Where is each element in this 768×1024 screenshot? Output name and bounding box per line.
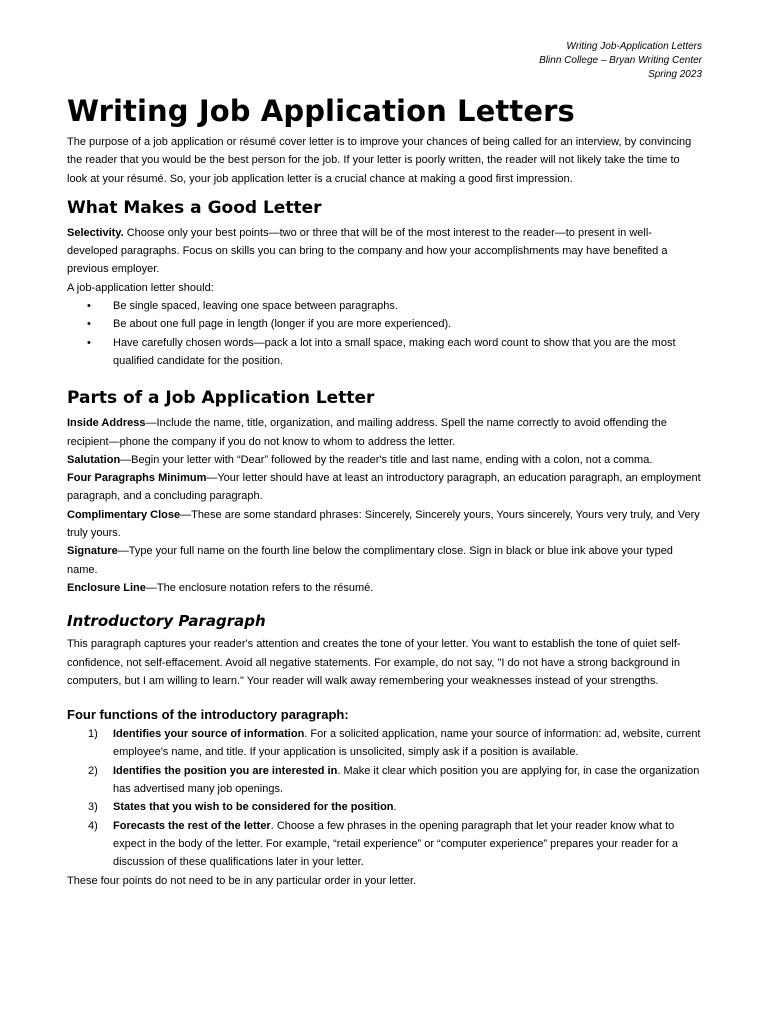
list-item-text: Be single spaced, leaving one space between paragraphs. — [113, 300, 398, 313]
part-text: —Include the name, title, organization, and mailing address. Spell the name correctly to avoid offending the recipient—phone the company if you do not know to whom to address the letter. — [67, 417, 667, 448]
list-item — [67, 315, 702, 333]
list-item-text: Be about one full page in length (longer if you are more experienced). — [113, 318, 452, 331]
part-text: —These are some standard phrases: Sincerely, Sincerely yours, Yours sincerely, Yours very truly, and Very truly yours. — [67, 508, 700, 540]
list-item — [67, 762, 702, 799]
part-label: Four Paragraphs Minimum — [67, 472, 207, 485]
good-letter-heading: What Makes a Good Letter — [67, 197, 322, 218]
selectivity-paragraph — [67, 224, 702, 279]
part-item-salutation — [67, 451, 702, 469]
function-text: . Choose a few phrases in the opening paragraph that let your reader know what to expect in the body of the letter. For example, “retail experience” or “computer experience” prepares your reader for a discussion of these qualifications later in your letter. — [113, 819, 678, 869]
part-label: Salutation — [67, 453, 121, 466]
part-text: —Type your full name on the fourth line below the complimentary close. Sign in black or blue ink above your typed name. — [67, 545, 673, 576]
function-text: . For a solicited application, name your source of information: ad, website, current employee's name, and title. If your application is unsolicited, simply ask if a position is available. — [113, 728, 701, 759]
intro-paragraph: The purpose of a job application or résumé cover letter is to improve your chances of being called for an interview, by convincing the reader that you would be the best person for the job. If your letter is poorly written, the reader will not likely take the time to look at your résumé. So, your job application letter is a crucial chance at making a good first impression. — [67, 136, 692, 185]
page-title: Writing Job Application Letters — [67, 94, 575, 128]
running-header — [67, 40, 702, 82]
should-intro: A job-application letter should: — [67, 281, 214, 294]
function-label: Identifies your source of information — [113, 728, 305, 741]
bullet-glyph: • — [87, 336, 91, 349]
part-label: Signature — [67, 545, 118, 558]
header-line-institution: Blinn College – Bryan Writing Center — [539, 55, 702, 66]
header-line-title: Writing Job-Application Letters — [566, 41, 702, 52]
item-number: 1) — [88, 728, 98, 741]
functions-list — [67, 725, 702, 871]
closing-note: These four points do not need to be in any particular order in your letter. — [67, 874, 417, 887]
list-item — [67, 334, 702, 371]
should-list — [67, 297, 702, 370]
part-item-complimentary-close — [67, 506, 702, 543]
item-number: 3) — [88, 801, 98, 814]
functions-heading: Four functions of the introductory paragraph: — [67, 707, 349, 723]
introductory-paragraph: This paragraph captures your reader's attention and creates the tone of your letter. You want to establish the tone of quiet self-confidence, not self-effacement. Avoid all negative statements. For example, do not say, "I do not have a strong background in computers, but I am willing to learn." Your reader will walk away remembering your weaknesses instead of your strengths. — [67, 638, 681, 687]
part-item-enclosure-line — [67, 579, 702, 597]
list-item — [67, 817, 702, 872]
list-item — [67, 725, 702, 762]
function-label: States that you wish to be considered for the position — [113, 801, 394, 814]
part-label: Enclosure Line — [67, 581, 146, 594]
parts-list — [67, 414, 702, 597]
introductory-heading: Introductory Paragraph — [67, 612, 266, 631]
bullet-glyph: • — [87, 300, 91, 313]
item-number: 2) — [88, 764, 98, 777]
part-text: —Begin your letter with “Dear” followed by the reader's title and last name, ending with a colon, not a comma. — [120, 453, 653, 466]
part-item-four-paragraphs — [67, 469, 702, 506]
function-text: . Make it clear which position you are applying for, in case the organization has advertised many job openings. — [113, 764, 700, 796]
part-text: —The enclosure notation refers to the résumé. — [145, 581, 374, 594]
function-label: Identifies the position you are interested in — [113, 764, 338, 777]
part-item-inside-address — [67, 414, 702, 451]
function-text: . — [393, 801, 397, 814]
part-label: Complimentary Close — [67, 508, 181, 521]
part-text: —Your letter should have at least an introductory paragraph, an education paragraph, an employment paragraph, and a concluding paragraph. — [67, 472, 701, 503]
part-label: Inside Address — [67, 417, 146, 430]
list-item — [67, 297, 702, 315]
list-item — [67, 798, 702, 816]
selectivity-text: Choose only your best points—two or three that will be of the most interest to the reader—to present in well-developed paragraphs. Focus on skills you can bring to the company and how your accomplishments may have benefited a previous employer. — [67, 226, 668, 276]
parts-heading: Parts of a Job Application Letter — [67, 388, 375, 409]
bullet-glyph: • — [87, 318, 91, 331]
part-item-signature — [67, 542, 702, 579]
list-item-text: Have carefully chosen words—pack a lot into a small space, making each word count to show that you are the most qualified candidate for the position. — [113, 336, 676, 367]
function-label: Forecasts the rest of the letter — [113, 819, 271, 832]
selectivity-label: Selectivity. — [67, 226, 124, 239]
header-line-term: Spring 2023 — [648, 69, 702, 80]
item-number: 4) — [88, 819, 98, 832]
